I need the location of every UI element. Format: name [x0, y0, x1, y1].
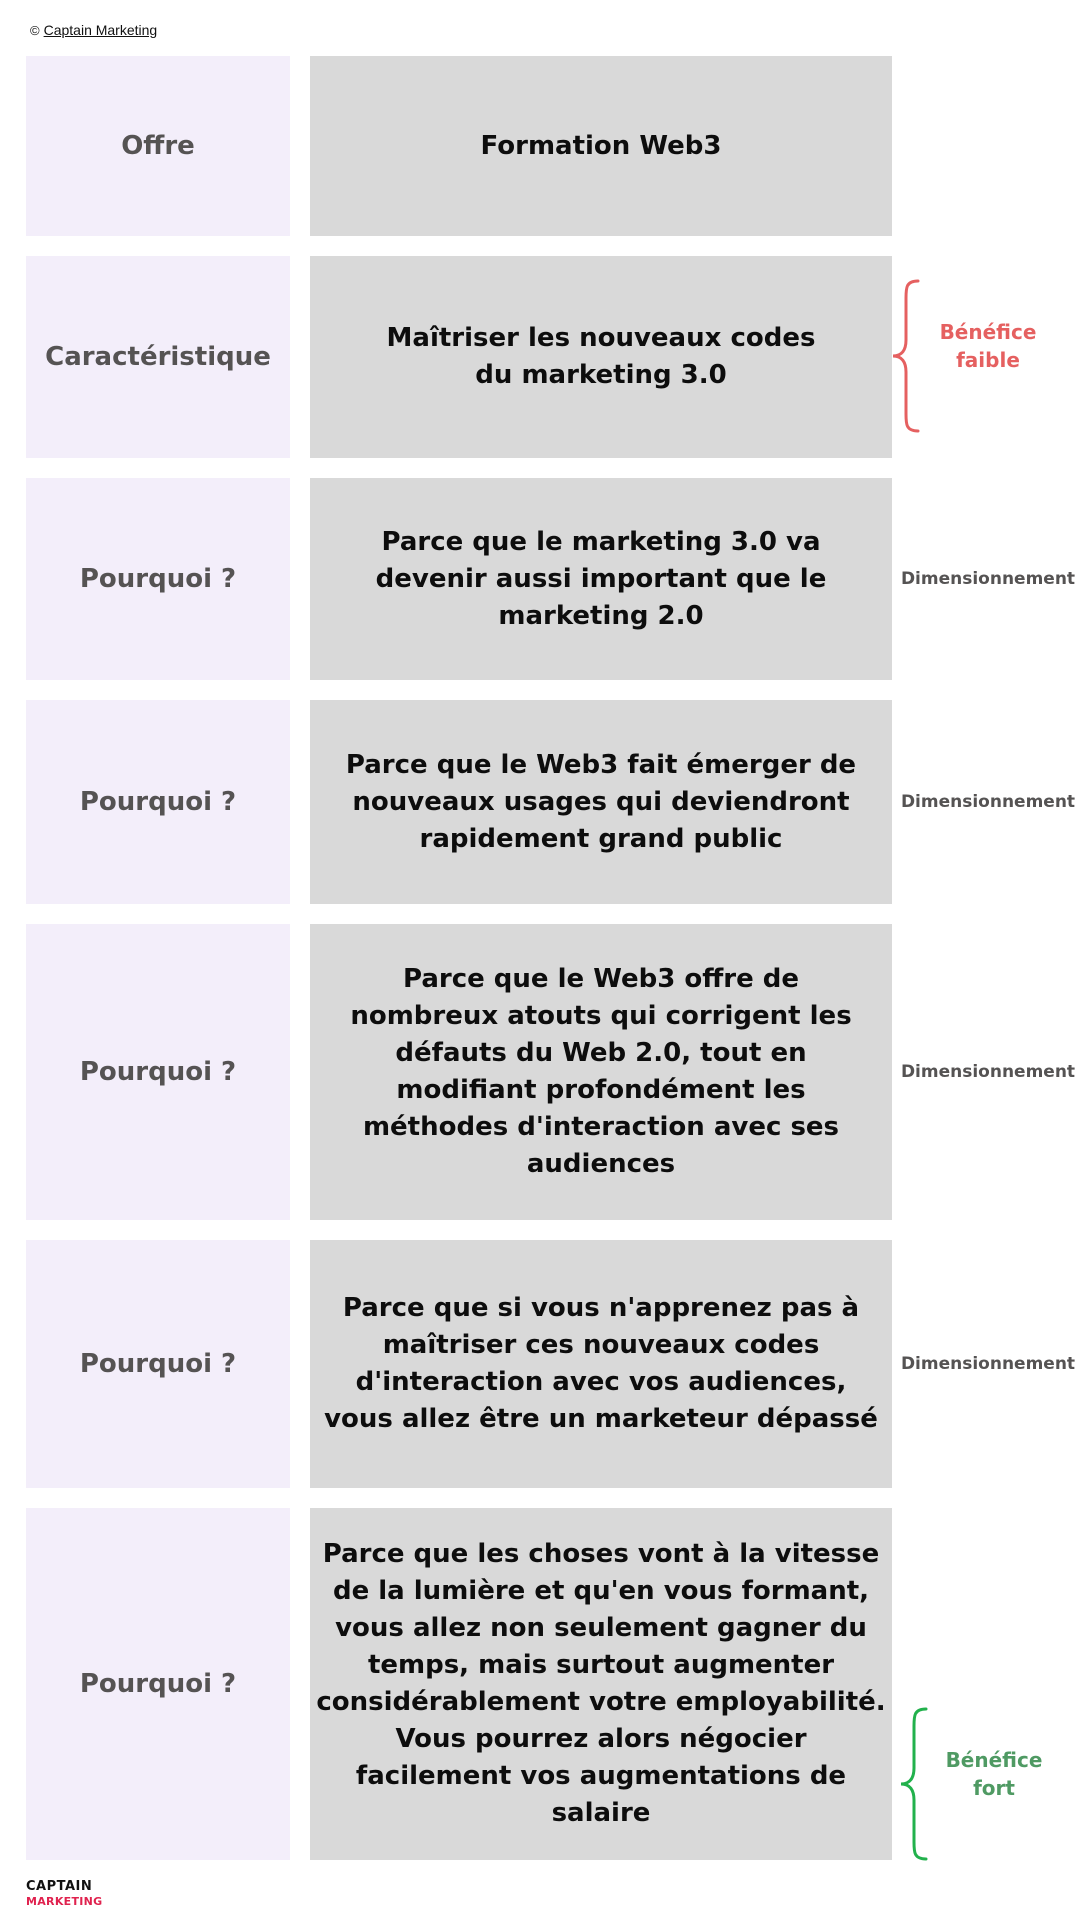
row-content: Parce que le marketing 3.0 va devenir aussi important que le marketing 2.0 — [310, 478, 892, 680]
logo-line2: MARKETING — [26, 1895, 103, 1908]
row-label: Pourquoi ? — [26, 700, 290, 904]
weak-benefit-label — [920, 318, 1056, 374]
strong-benefit-line1: Bénéfice — [945, 1748, 1043, 1772]
row-pourquoi-3 — [0, 924, 1080, 1220]
side-note-dimensionnement: Dimensionnement — [900, 1354, 1076, 1374]
row-pourquoi-4 — [0, 1240, 1080, 1488]
weak-benefit-line1: Bénéfice — [939, 320, 1037, 344]
strong-benefit-label — [926, 1746, 1062, 1802]
copyright-icon: © — [30, 22, 40, 38]
side-note-dimensionnement: Dimensionnement — [900, 569, 1076, 589]
row-label: Pourquoi ? — [26, 1240, 290, 1488]
weak-benefit-brace-icon — [888, 278, 924, 434]
row-label: Caractéristique — [26, 256, 290, 458]
captain-marketing-logo — [26, 1876, 116, 1910]
logo-line1: CAPTAIN — [26, 1879, 93, 1894]
row-pourquoi-2 — [0, 700, 1080, 904]
row-label: Pourquoi ? — [26, 1508, 290, 1860]
row-pourquoi-1 — [0, 478, 1080, 680]
row-label: Pourquoi ? — [26, 478, 290, 680]
row-content — [310, 256, 892, 458]
weak-benefit-line2: faible — [956, 348, 1020, 372]
row-content: Formation Web3 — [310, 56, 892, 236]
row-label: Offre — [26, 56, 290, 236]
row-content: Parce que les choses vont à la vitesse de la lumière et qu'en vous formant, vous allez non seulement gagner du temps, mais surtout augmenter considérablement votre employabilité. Vous pourrez alors négocier facilement vos augmentations de salaire — [310, 1508, 892, 1860]
row-label: Pourquoi ? — [26, 924, 290, 1220]
row-content-text: Maîtriser les nouveaux codes du marketing 3.0 — [386, 323, 816, 390]
copyright-credit — [30, 22, 157, 38]
row-content: Parce que si vous n'apprenez pas à maîtriser ces nouveaux codes d'interaction avec vos audiences, vous allez être un marketeur dépassé — [310, 1240, 892, 1488]
side-note-dimensionnement: Dimensionnement — [900, 792, 1076, 812]
row-content: Parce que le Web3 fait émerger de nouveaux usages qui deviendront rapidement grand public — [310, 700, 892, 904]
strong-benefit-line2: fort — [973, 1776, 1015, 1800]
row-content: Parce que le Web3 offre de nombreux atouts qui corrigent les défauts du Web 2.0, tout en modifiant profondément les méthodes d'interaction avec ses audiences — [310, 924, 892, 1220]
credit-link[interactable]: Captain Marketing — [43, 22, 158, 38]
side-note-dimensionnement: Dimensionnement — [900, 1062, 1076, 1082]
row-offre — [0, 56, 1080, 236]
